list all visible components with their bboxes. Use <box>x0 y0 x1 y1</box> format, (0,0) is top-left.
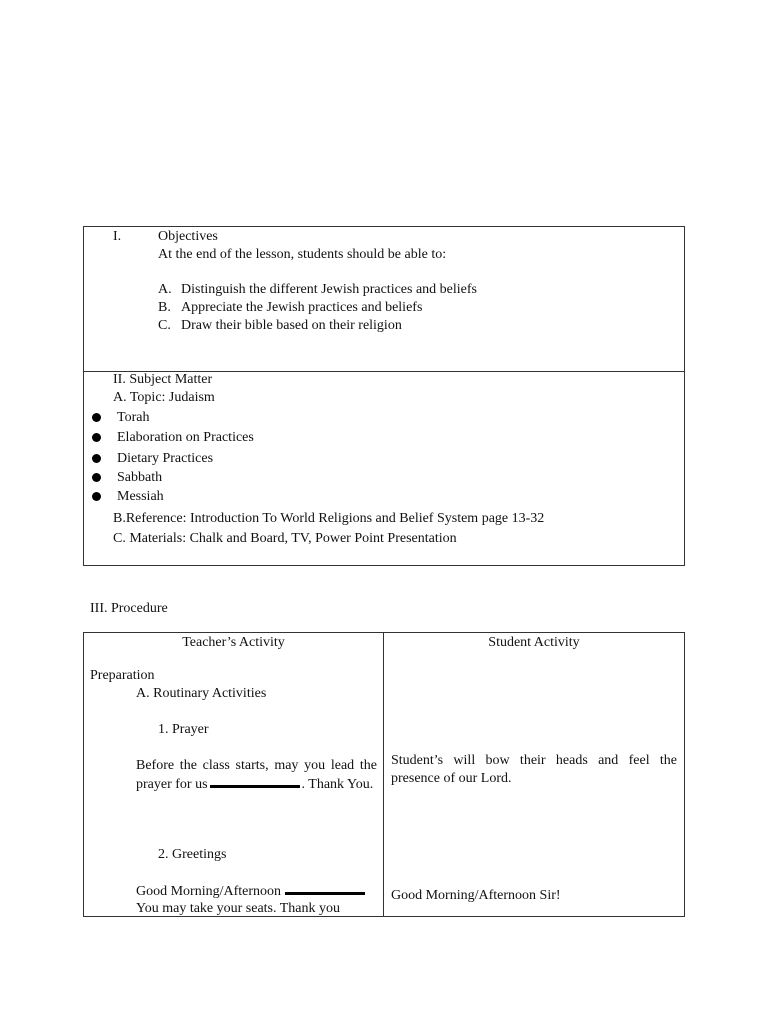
objectives-numeral: I. <box>113 229 122 244</box>
topic-line: A. Topic: Judaism <box>113 390 215 405</box>
objective-letter-c: C. <box>158 318 171 333</box>
prayer-student-response: Student’s will bow their heads and feel the presence of our Lord. <box>391 753 677 786</box>
greeting-teacher-line <box>136 882 365 901</box>
seats-text: You may take your seats. Thank you <box>136 901 341 916</box>
bullet-item-torah: Torah <box>117 410 150 425</box>
objectives-intro: At the end of the lesson, students should be able to: <box>158 247 447 262</box>
name-blank-line <box>285 882 365 895</box>
objectives-heading: Objectives <box>158 229 218 244</box>
bullet-item-messiah: Messiah <box>117 489 164 504</box>
table-column-divider <box>383 632 384 917</box>
procedure-heading: III. Procedure <box>90 601 168 616</box>
name-blank-line <box>210 775 300 788</box>
greeting-student-response: Good Morning/Afternoon Sir! <box>391 888 561 903</box>
bullet-icon <box>92 433 101 442</box>
greeting-text: Good Morning/Afternoon <box>136 884 282 899</box>
prayer-text-start: Before the class starts, may you lead the prayer for us <box>136 758 377 792</box>
prayer-teacher-text <box>136 757 377 794</box>
bullet-icon <box>92 454 101 463</box>
routinary-label: A. Routinary Activities <box>136 686 267 701</box>
bullet-icon <box>92 413 101 422</box>
student-column-header: Student Activity <box>488 635 580 650</box>
objective-text-a: Distinguish the different Jewish practices and beliefs <box>181 282 477 297</box>
teacher-column-header: Teacher’s Activity <box>182 635 285 650</box>
objective-letter-a: A. <box>158 282 172 297</box>
prayer-text-end: . Thank You. <box>301 777 374 792</box>
bullet-icon <box>92 492 101 501</box>
objective-text-c: Draw their bible based on their religion <box>181 318 402 333</box>
prayer-label: 1. Prayer <box>158 722 209 737</box>
reference-line: B.Reference: Introduction To World Religions and Belief System page 13-32 <box>113 511 545 526</box>
subject-matter-heading: II. Subject Matter <box>113 372 213 387</box>
bullet-item-dietary: Dietary Practices <box>117 451 214 466</box>
preparation-label: Preparation <box>90 668 155 683</box>
bullet-item-elaboration: Elaboration on Practices <box>117 430 254 445</box>
objective-letter-b: B. <box>158 300 171 315</box>
objective-text-b: Appreciate the Jewish practices and beliefs <box>181 300 423 315</box>
prayer-student-text <box>391 752 677 788</box>
bullet-icon <box>92 473 101 482</box>
materials-line: C. Materials: Chalk and Board, TV, Power Point Presentation <box>113 531 457 546</box>
bullet-item-sabbath: Sabbath <box>117 470 163 485</box>
greetings-label: 2. Greetings <box>158 847 227 862</box>
